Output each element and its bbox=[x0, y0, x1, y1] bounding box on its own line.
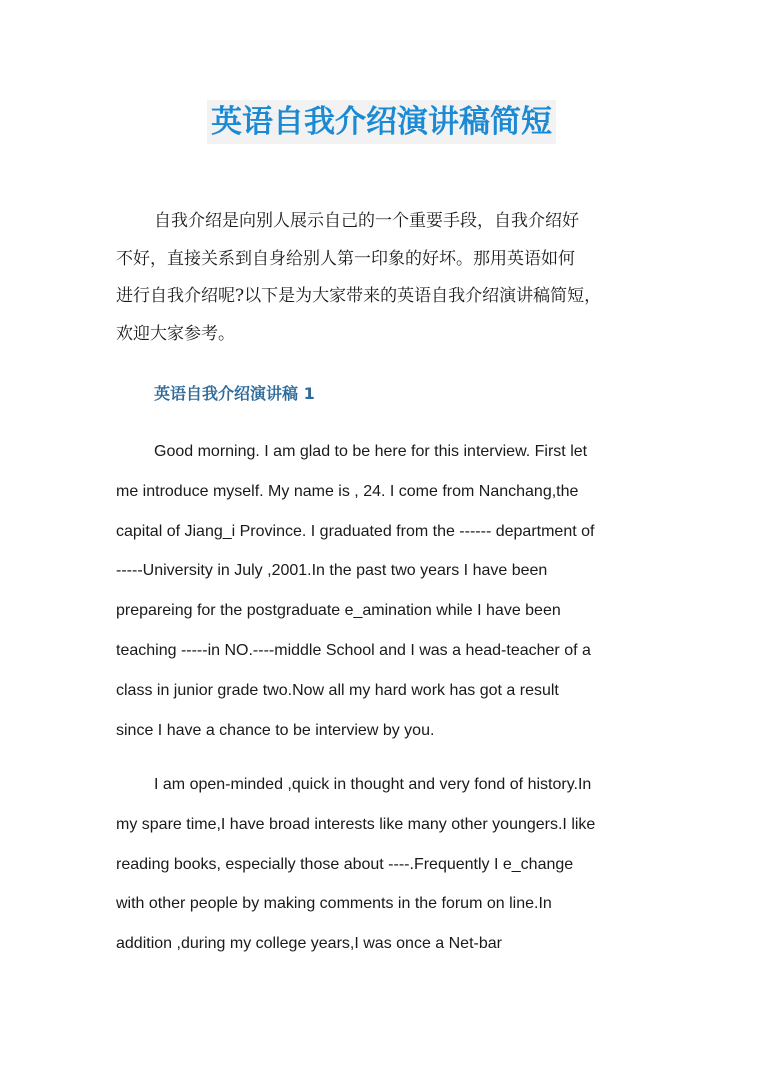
paragraph-line: my spare time,I have broad interests like many other youngers.I like bbox=[116, 815, 596, 833]
paragraph-line: prepareing for the postgraduate e_amination while I have been bbox=[116, 602, 561, 620]
intro-line: 不好，直接关系到自身给别人第一印象的好坏。那用英语如何 bbox=[116, 248, 575, 269]
intro-line: 欢迎大家参考。 bbox=[116, 323, 235, 344]
paragraph-line: me introduce myself. My name is , 24. I come from Nanchang,the bbox=[116, 482, 579, 500]
paragraph-line: reading books, especially those about ----.Frequently I e_change bbox=[116, 855, 574, 873]
paragraph-line: capital of Jiang_i Province. I graduated from the ------ department of bbox=[116, 522, 595, 540]
paragraph-line: Good morning. I am glad to be here for this interview. First let bbox=[154, 443, 588, 460]
paragraph-line: since I have a chance to be interview by you. bbox=[116, 721, 435, 739]
title-container bbox=[0, 100, 763, 144]
body-paragraph-1 bbox=[116, 432, 661, 750]
intro-paragraph bbox=[116, 203, 656, 353]
paragraph-line: with other people by making comments in the forum on line.In bbox=[116, 895, 552, 913]
paragraph-line: teaching -----in NO.----middle School and I was a head-teacher of a bbox=[116, 641, 591, 659]
document-title: 英语自我介绍演讲稿简短 bbox=[207, 100, 556, 144]
paragraph-line: addition ,during my college years,I was once a Net-bar bbox=[116, 935, 502, 953]
section-heading: 英语自我介绍演讲稿 1 bbox=[154, 384, 315, 403]
intro-line: 自我介绍是向别人展示自己的一个重要手段，自我介绍好 bbox=[154, 211, 579, 231]
body-paragraph-2 bbox=[116, 765, 661, 964]
paragraph-line: I am open-minded ,quick in thought and very fond of history.In bbox=[154, 776, 592, 793]
paragraph-line: class in junior grade two.Now all my hard work has got a result bbox=[116, 681, 559, 699]
intro-line: 进行自我介绍呢?以下是为大家带来的英语自我介绍演讲稿简短， bbox=[116, 286, 602, 306]
paragraph-line: -----University in July ,2001.In the past two years I have been bbox=[116, 562, 548, 580]
